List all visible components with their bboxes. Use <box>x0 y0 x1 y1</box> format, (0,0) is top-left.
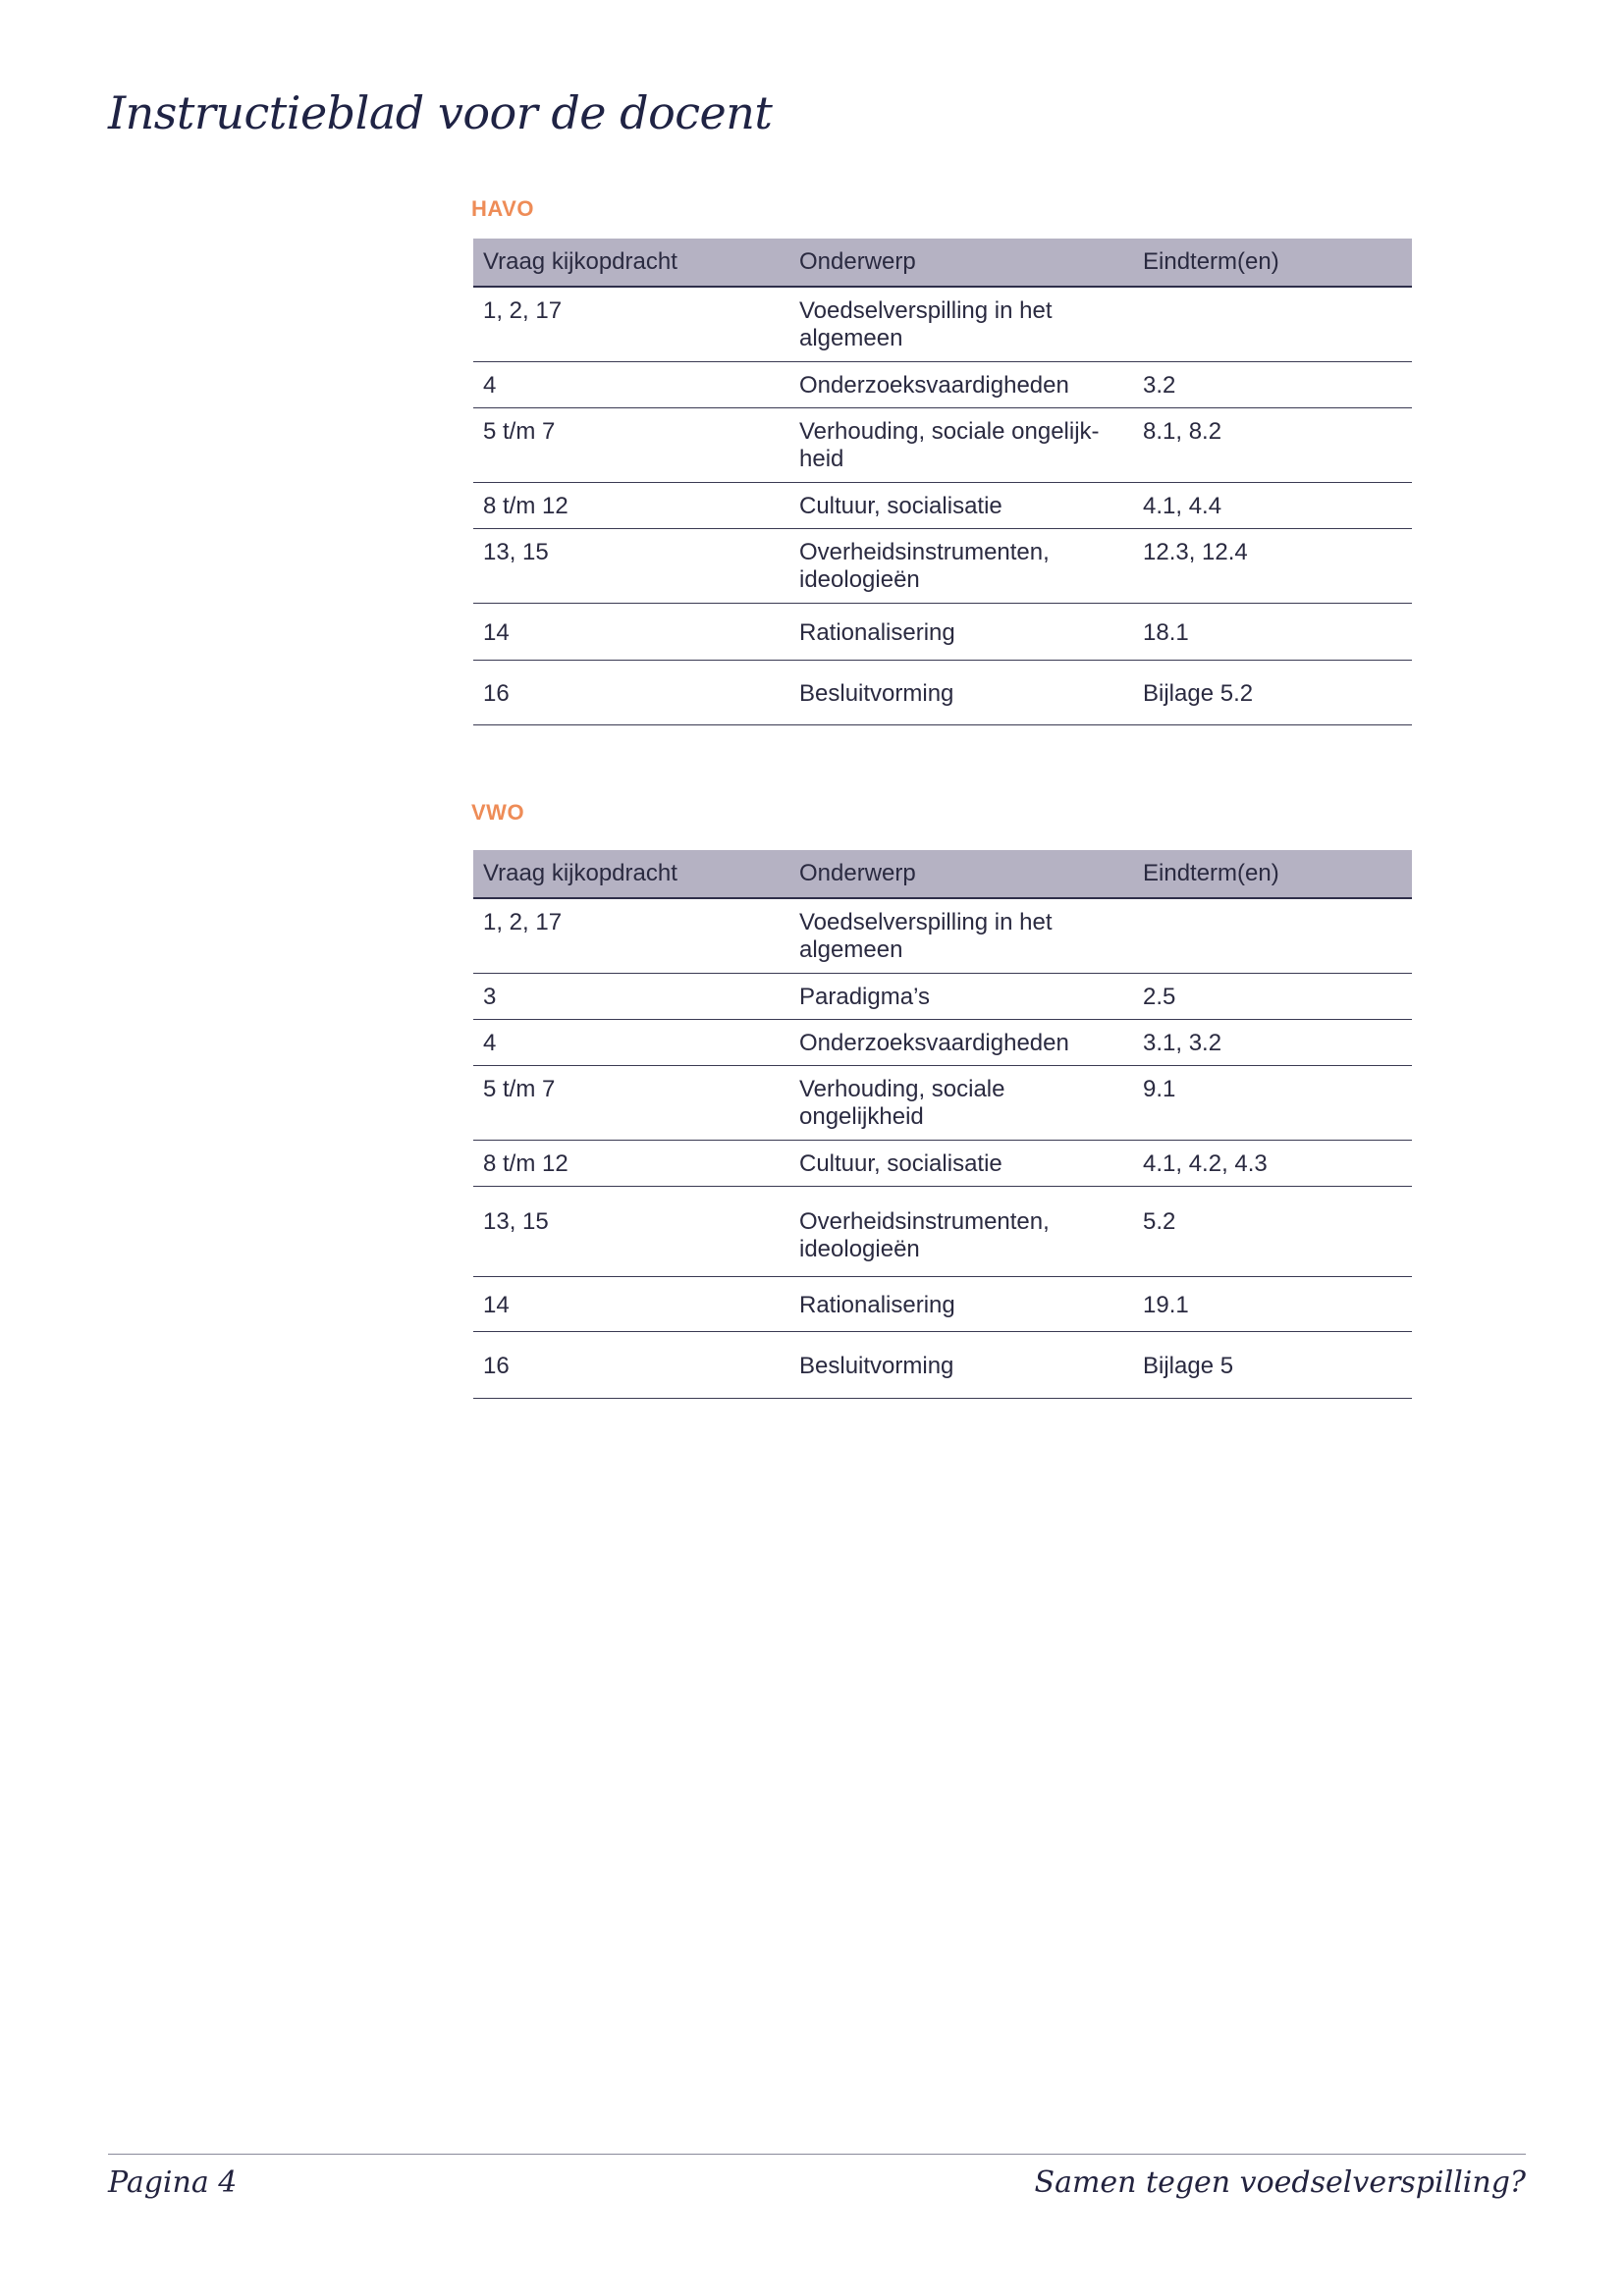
cell-subject: Besluitvorming <box>789 1331 1133 1398</box>
cell-question: 1, 2, 17 <box>473 287 789 361</box>
cell-subject: Voedselverspilling in het algemeen <box>789 287 1133 361</box>
table-row <box>473 1140 1412 1186</box>
column-header-exam-terms: Eindterm(en) <box>1133 850 1412 898</box>
cell-subject: Verhouding, sociale ongelijk-heid <box>789 407 1133 482</box>
cell-exam-terms: 8.1, 8.2 <box>1133 407 1412 482</box>
cell-question: 4 <box>473 1019 789 1065</box>
cell-exam-terms: 19.1 <box>1133 1276 1412 1331</box>
cell-question: 8 t/m 12 <box>473 482 789 528</box>
cell-question: 16 <box>473 1331 789 1398</box>
footer-divider <box>108 2154 1526 2155</box>
cell-question: 1, 2, 17 <box>473 898 789 973</box>
cell-subject: Besluitvorming <box>789 660 1133 724</box>
table-row <box>473 603 1412 660</box>
cell-subject: Voedselverspilling in het algemeen <box>789 898 1133 973</box>
column-header-subject: Onderwerp <box>789 239 1133 287</box>
cell-subject: Onderzoeksvaardigheden <box>789 361 1133 407</box>
cell-exam-terms: 9.1 <box>1133 1065 1412 1140</box>
column-header-question: Vraag kijkopdracht <box>473 239 789 287</box>
table-header-row <box>473 850 1412 898</box>
cell-question: 13, 15 <box>473 528 789 603</box>
cell-subject: Rationalisering <box>789 1276 1133 1331</box>
cell-exam-terms: 4.1, 4.2, 4.3 <box>1133 1140 1412 1186</box>
table-row <box>473 1331 1412 1398</box>
cell-subject: Overheidsinstrumenten, ideologieën <box>789 1186 1133 1276</box>
cell-exam-terms: 3.2 <box>1133 361 1412 407</box>
cell-exam-terms: 4.1, 4.4 <box>1133 482 1412 528</box>
table-header-row <box>473 239 1412 287</box>
cell-subject: Overheidsinstrumenten, ideologieën <box>789 528 1133 603</box>
cell-exam-terms <box>1133 287 1412 361</box>
cell-exam-terms: 5.2 <box>1133 1186 1412 1276</box>
footer-page-number: Pagina 4 <box>108 2165 238 2200</box>
table-row <box>473 482 1412 528</box>
cell-subject: Cultuur, socialisatie <box>789 482 1133 528</box>
column-header-exam-terms: Eindterm(en) <box>1133 239 1412 287</box>
cell-question: 5 t/m 7 <box>473 407 789 482</box>
table-row <box>473 660 1412 724</box>
cell-subject: Cultuur, socialisatie <box>789 1140 1133 1186</box>
table-row <box>473 528 1412 603</box>
table-row <box>473 361 1412 407</box>
table-row <box>473 898 1412 973</box>
cell-question: 16 <box>473 660 789 724</box>
cell-exam-terms: 2.5 <box>1133 973 1412 1019</box>
table-row <box>473 1186 1412 1276</box>
havo-table <box>473 239 1412 725</box>
footer-document-title: Samen tegen voedselverspilling? <box>1034 2165 1526 2200</box>
cell-subject: Onderzoeksvaardigheden <box>789 1019 1133 1065</box>
cell-exam-terms <box>1133 898 1412 973</box>
table-row <box>473 407 1412 482</box>
cell-exam-terms: 18.1 <box>1133 603 1412 660</box>
vwo-table <box>473 850 1412 1399</box>
table-row <box>473 1019 1412 1065</box>
havo-section-label: HAVO <box>471 196 534 221</box>
cell-exam-terms: Bijlage 5.2 <box>1133 660 1412 724</box>
cell-question: 14 <box>473 1276 789 1331</box>
cell-question: 8 t/m 12 <box>473 1140 789 1186</box>
cell-subject: Paradigma’s <box>789 973 1133 1019</box>
table-row <box>473 1276 1412 1331</box>
column-header-subject: Onderwerp <box>789 850 1133 898</box>
cell-question: 3 <box>473 973 789 1019</box>
table-row <box>473 1065 1412 1140</box>
cell-question: 5 t/m 7 <box>473 1065 789 1140</box>
column-header-question: Vraag kijkopdracht <box>473 850 789 898</box>
cell-subject: Rationalisering <box>789 603 1133 660</box>
page-title: Instructieblad voor de docent <box>108 86 773 139</box>
cell-exam-terms: 3.1, 3.2 <box>1133 1019 1412 1065</box>
cell-question: 14 <box>473 603 789 660</box>
cell-exam-terms: 12.3, 12.4 <box>1133 528 1412 603</box>
cell-question: 4 <box>473 361 789 407</box>
cell-subject: Verhouding, sociale ongelijkheid <box>789 1065 1133 1140</box>
cell-exam-terms: Bijlage 5 <box>1133 1331 1412 1398</box>
table-row <box>473 287 1412 361</box>
table-row <box>473 973 1412 1019</box>
vwo-section-label: VWO <box>471 800 525 825</box>
cell-question: 13, 15 <box>473 1186 789 1276</box>
